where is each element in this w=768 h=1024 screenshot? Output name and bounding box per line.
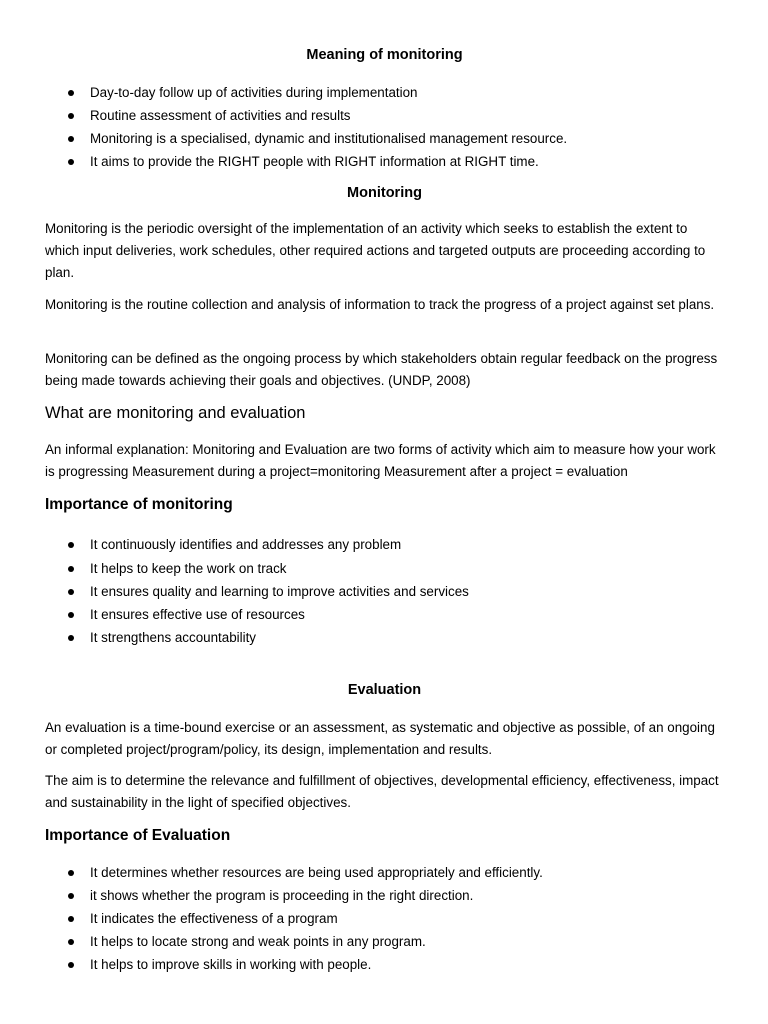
- evaluation-paragraph-2: The aim is to determine the relevance and fulfillment of objectives, developmental efficiency, effectiveness, impact and sustainability in the light of specified objectives.: [45, 773, 719, 810]
- meaning-heading: Meaning of monitoring: [306, 47, 463, 63]
- list-item: It ensures effective use of resources: [45, 603, 724, 626]
- list-item: It helps to improve skills in working with people.: [45, 953, 724, 976]
- importance-evaluation-list: [45, 861, 724, 976]
- bullet-icon: [68, 589, 74, 595]
- list-item: It helps to locate strong and weak points in any program.: [45, 930, 724, 953]
- importance-monitoring-heading-wrap: [45, 496, 724, 514]
- bullet-icon: [68, 566, 74, 572]
- importance-monitoring-heading: Importance of monitoring: [45, 496, 233, 513]
- list-item: it shows whether the program is proceeding in the right direction.: [45, 884, 724, 907]
- bullet-icon: [68, 113, 74, 119]
- bullet-icon: [68, 962, 74, 968]
- bullet-icon: [68, 90, 74, 96]
- list-item: It continuously identifies and addresses any problem: [45, 532, 724, 557]
- list-item: Day-to-day follow up of activities during implementation: [45, 81, 724, 104]
- bullet-icon: [68, 870, 74, 876]
- list-item: It helps to keep the work on track: [45, 557, 724, 580]
- bullet-icon: [68, 635, 74, 641]
- bullet-icon: [68, 893, 74, 899]
- list-item: It indicates the effectiveness of a program: [45, 907, 724, 930]
- list-item: Monitoring is a specialised, dynamic and institutionalised management resource.: [45, 127, 724, 150]
- meaning-section: [45, 47, 724, 63]
- list-item: Routine assessment of activities and results: [45, 104, 724, 127]
- bullet-icon: [68, 612, 74, 618]
- importance-monitoring-list-wrap: [45, 532, 724, 649]
- bullet-icon: [68, 916, 74, 922]
- meaning-list: [45, 81, 724, 173]
- list-item: It strengthens accountability: [45, 626, 724, 649]
- bullet-icon: [68, 136, 74, 142]
- evaluation-heading-wrap: [45, 682, 724, 698]
- bullet-icon: [68, 939, 74, 945]
- monitoring-paragraph-1: Monitoring is the periodic oversight of the implementation of an activity which seeks to establish the extent to which input deliveries, work schedules, other required actions and targeted outputs are proceeding according to plan.: [45, 221, 706, 280]
- list-item: It ensures quality and learning to improve activities and services: [45, 580, 724, 603]
- me-heading: What are monitoring and evaluation: [45, 404, 306, 422]
- monitoring-heading-wrap: [45, 185, 724, 201]
- importance-evaluation-heading-wrap: [45, 827, 724, 845]
- bullet-icon: [68, 159, 74, 165]
- importance-evaluation-list-wrap: [45, 861, 724, 976]
- monitoring-heading: Monitoring: [347, 185, 422, 201]
- list-item: It aims to provide the RIGHT people with RIGHT information at RIGHT time.: [45, 150, 724, 173]
- monitoring-paragraph-3: Monitoring can be defined as the ongoing process by which stakeholders obtain regular feedback on the progress being made towards achieving their goals and objectives. (UNDP, 2008): [45, 351, 718, 388]
- list-item: It determines whether resources are being used appropriately and efficiently.: [45, 861, 724, 884]
- bullet-icon: [68, 542, 74, 548]
- me-paragraph: An informal explanation: Monitoring and Evaluation are two forms of activity which aim to measure how your work is progressing Measurement during a project=monitoring Measurement after a project = evaluation: [45, 442, 716, 479]
- importance-monitoring-list: [45, 532, 724, 649]
- evaluation-paragraph-1: An evaluation is a time-bound exercise or an assessment, as systematic and objective as possible, of an ongoing or completed project/program/policy, its design, implementation and results.: [45, 720, 715, 757]
- monitoring-paragraph-2: Monitoring is the routine collection and analysis of information to track the progress of a project against set plans.: [45, 297, 715, 312]
- importance-evaluation-heading: Importance of Evaluation: [45, 827, 231, 844]
- meaning-list-wrap: [45, 81, 724, 173]
- evaluation-heading: Evaluation: [347, 682, 422, 698]
- me-heading-wrap: [45, 404, 724, 423]
